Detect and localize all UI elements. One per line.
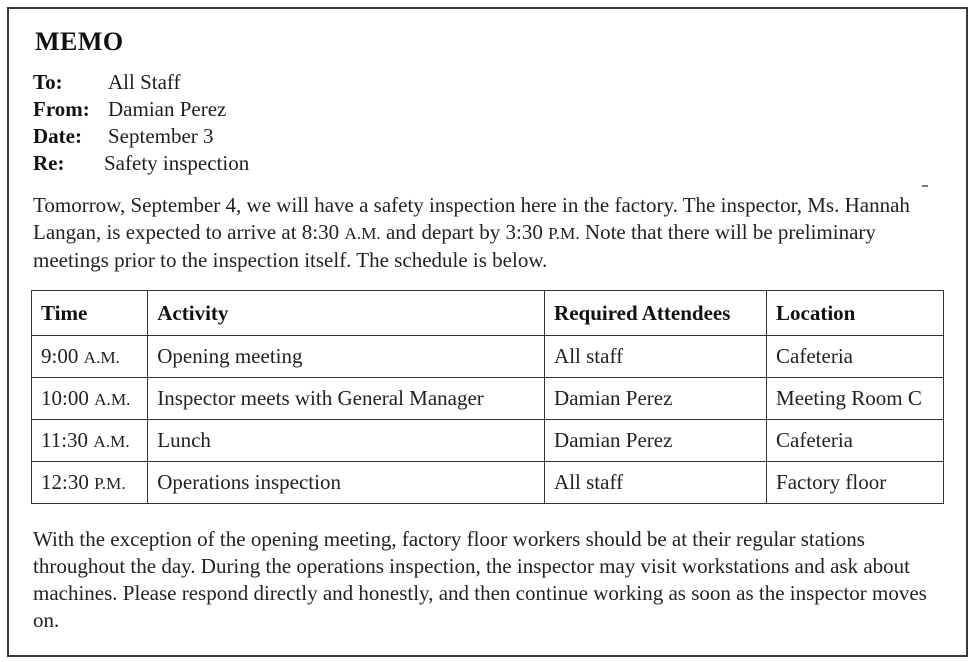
re-label: Re: [33,151,65,175]
header-time: Time [32,291,148,336]
cell-activity: Operations inspection [148,462,545,504]
cell-activity: Inspector meets with General Manager [148,378,545,420]
scan-speck [922,185,928,187]
re-value: Safety inspection [104,151,250,175]
memo-from-row [33,96,227,123]
cell-time: 11:30 A.M. [32,420,148,462]
cell-attendees: All staff [545,462,767,504]
closing-paragraph: With the exception of the opening meeting, factory floor workers should be at their regular stations throughout the day. During the operations inspection, the inspector may visit workstations and ask about machines. Please respond directly and honestly, and then continue working as soon as the inspector moves on. [33,527,927,632]
memo-to-row [33,69,181,96]
from-value: Damian Perez [108,97,227,121]
cell-time: 12:30 P.M. [32,462,148,504]
cell-activity: Lunch [148,420,545,462]
cell-location: Cafeteria [767,336,944,378]
table-row [32,462,944,504]
header-location: Location [767,291,944,336]
cell-attendees: Damian Perez [545,378,767,420]
intro-paragraph: Tomorrow, September 4, we will have a safety inspection here in the factory. The inspector, Ms. Hannah Langan, is expected to arrive at 8:30 A.M. and depart by 3:30 P.M. Note that there will be preliminary meetings prior to the inspection itself. The schedule is below. [33,193,910,272]
table-row [32,336,944,378]
memo-date-row [33,123,214,150]
memo-document [7,7,968,657]
cell-location: Factory floor [767,462,944,504]
table-row [32,378,944,420]
to-value: All Staff [108,70,181,94]
cell-attendees: Damian Perez [545,420,767,462]
to-label: To: [33,70,63,94]
header-attendees: Required Attendees [545,291,767,336]
cell-attendees: All staff [545,336,767,378]
memo-re-row [33,150,250,177]
table-header-row [32,291,944,336]
date-label: Date: [33,124,82,148]
schedule-table [31,290,944,504]
cell-activity: Opening meeting [148,336,545,378]
from-label: From: [33,97,90,121]
cell-time: 10:00 A.M. [32,378,148,420]
header-activity: Activity [148,291,545,336]
arrive-period: A.M. [344,224,381,243]
date-value: September 3 [108,124,214,148]
memo-title: MEMO [35,27,124,56]
cell-location: Meeting Room C [767,378,944,420]
cell-location: Cafeteria [767,420,944,462]
depart-period: P.M. [548,224,580,243]
cell-time: 9:00 A.M. [32,336,148,378]
table-row [32,420,944,462]
